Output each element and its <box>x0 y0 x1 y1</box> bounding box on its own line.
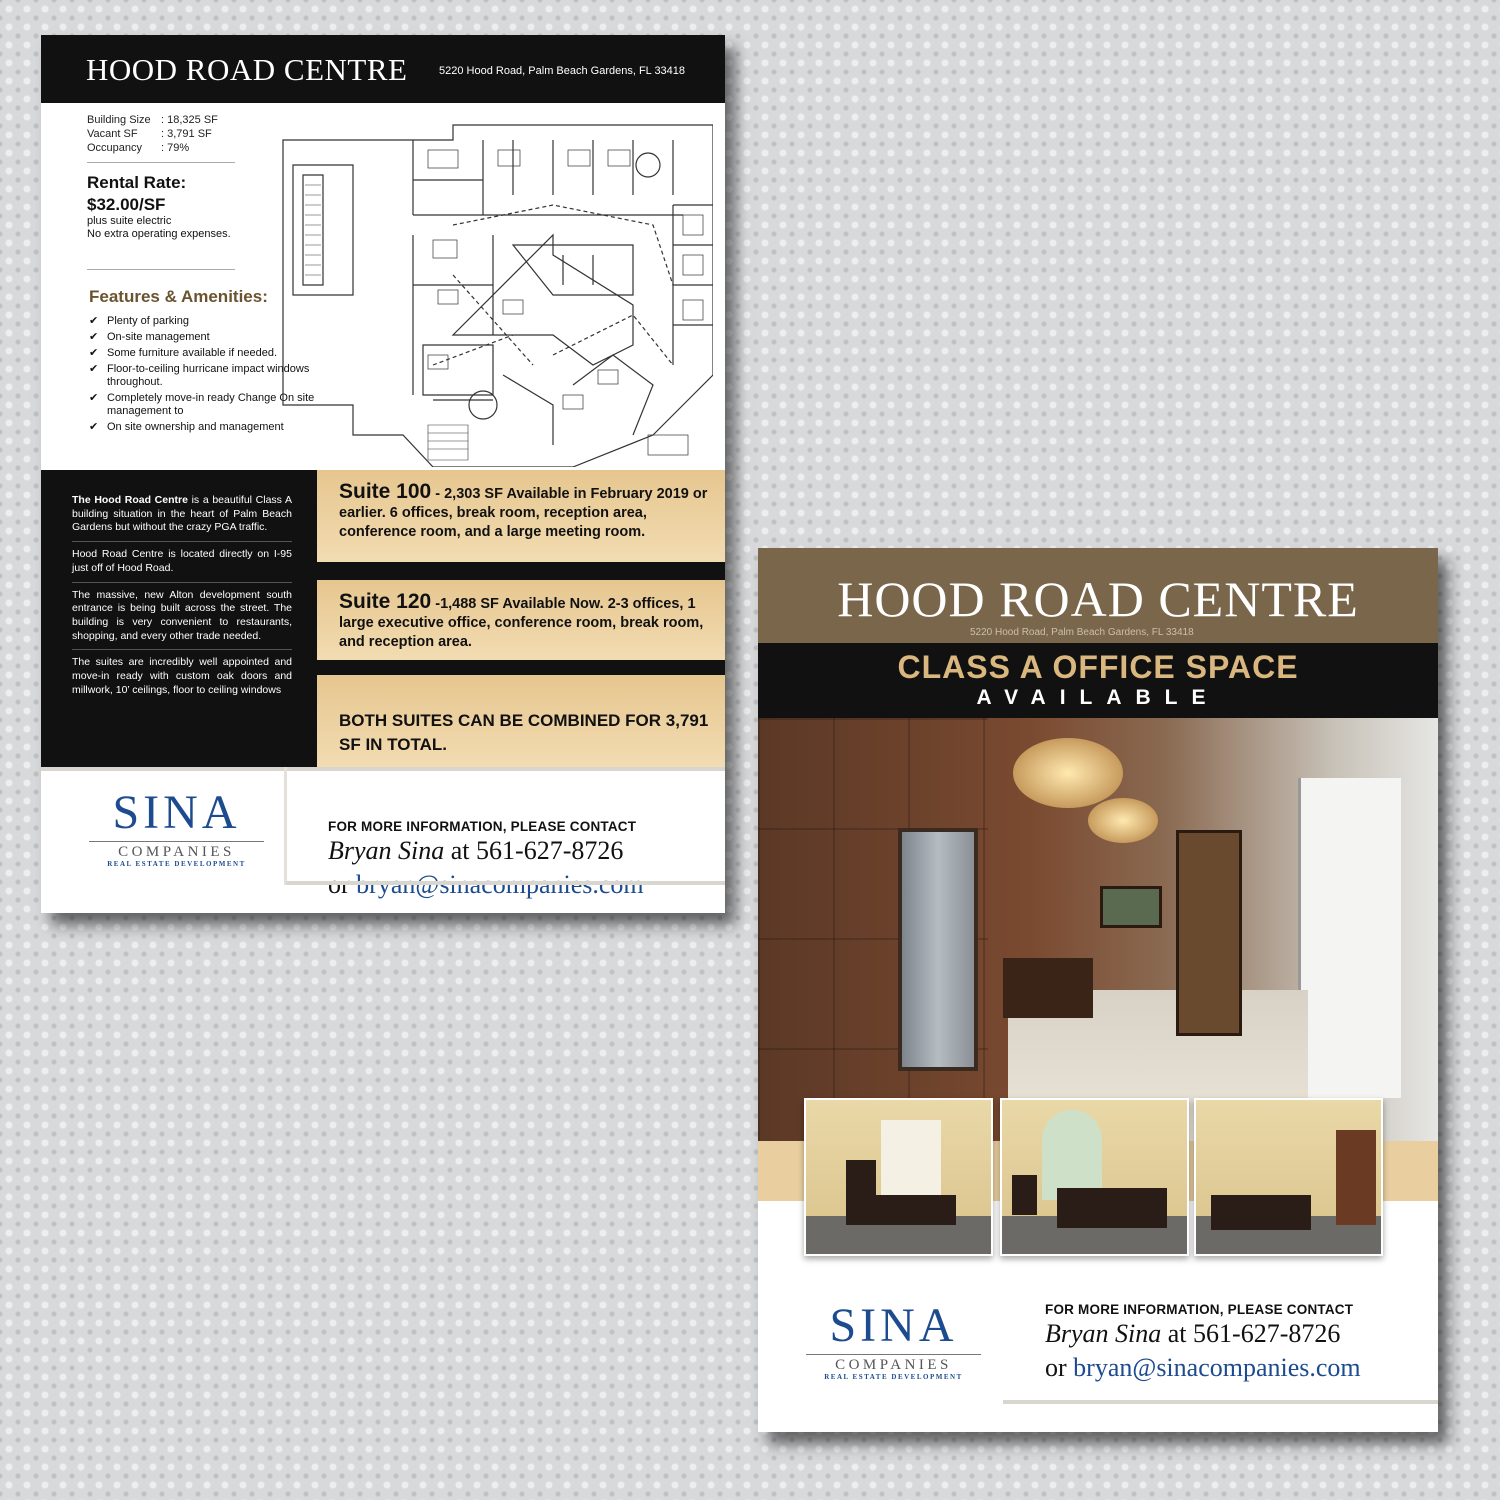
suite-100-panel <box>317 470 725 562</box>
stat-label: Occupancy <box>87 142 143 154</box>
description-text: is a beautiful Class A building situation in the heart of Palm Beach Gardens but without the crazy PGA traffic. <box>72 494 292 534</box>
flyer2-header <box>758 548 1438 643</box>
sina-logo <box>806 1299 981 1381</box>
stat-label: Building Size <box>87 114 151 126</box>
suite-120-details: -1,488 SF Available Now. 2-3 offices, 1 large executive office, conference room, break room, and reception area. <box>339 596 704 650</box>
contact-name: Bryan Sina <box>1045 1319 1162 1348</box>
contact-block <box>328 819 644 902</box>
description <box>72 494 292 709</box>
contact-phone-line <box>1045 1317 1361 1351</box>
window <box>1298 778 1401 1098</box>
stat-value: : 3,791 SF <box>161 128 212 140</box>
divider <box>87 269 235 270</box>
divider <box>286 881 725 885</box>
feature-text: On-site management <box>107 331 210 343</box>
office-desk <box>1211 1195 1311 1230</box>
suite-120-panel <box>317 580 725 660</box>
office-photo <box>1000 1098 1189 1256</box>
flyer1-title: HOOD ROAD CENTRE <box>86 52 408 87</box>
office-desk <box>1057 1188 1167 1228</box>
contact-phone: at 561-627-8726 <box>1161 1319 1341 1348</box>
description-text: The suites are incredibly well appointed and move-in ready with custom oak doors and millwork, 10’ ceilings, floor to ceiling windows <box>72 656 292 696</box>
stat-value: : 18,325 SF <box>161 114 218 126</box>
office-window <box>881 1120 941 1200</box>
contact-email-line <box>328 868 644 902</box>
stat-row <box>87 127 218 141</box>
check-icon: ✔ <box>89 363 99 375</box>
rental-rate <box>87 173 231 241</box>
feature-text: Some furniture available if needed. <box>107 347 277 359</box>
office-window <box>1042 1110 1102 1200</box>
description-paragraph <box>72 548 292 582</box>
description-bold: The Hood Road Centre <box>72 494 188 506</box>
contact-name: Bryan Sina <box>328 836 445 865</box>
feature-text: Completely move-in ready Change On site management to <box>107 392 315 417</box>
stat-row <box>87 113 218 127</box>
subheadline: AVAILABLE <box>976 686 1220 709</box>
description-text: Hood Road Centre is located directly on I-95 just off of Hood Road. <box>72 548 292 574</box>
chandelier <box>1088 798 1158 843</box>
contact-heading: FOR MORE INFORMATION, PLEASE CONTACT <box>1045 1302 1354 1317</box>
office-desk <box>866 1195 956 1225</box>
combined-panel <box>317 675 725 767</box>
logo-name: SINA <box>829 1299 958 1352</box>
console-table <box>1003 958 1093 1018</box>
office-door <box>1336 1130 1376 1225</box>
contact-phone: at 561-627-8726 <box>444 836 624 865</box>
flyer2-footer <box>758 1252 1438 1432</box>
description-paragraph <box>72 494 292 542</box>
contact-or: or <box>1045 1353 1074 1382</box>
headline-band <box>758 643 1438 718</box>
logo-companies: COMPANIES <box>806 1354 981 1373</box>
divider <box>87 162 235 163</box>
stat-value: : 79% <box>161 142 190 154</box>
features-title: Features & Amenities: <box>89 287 268 306</box>
description-text: The massive, new Alton development south entrance is being built across the street. The building is very convenient to restaurants, shopping, and every other trade needed. <box>72 588 292 642</box>
check-icon: ✔ <box>89 392 99 404</box>
elevator-door <box>898 828 978 1071</box>
description-paragraph <box>72 589 292 651</box>
flyer-floorplan <box>41 35 725 913</box>
suite-door <box>1176 830 1242 1036</box>
combined-text: BOTH SUITES CAN BE COMBINED FOR 3,791 SF IN TOTAL. <box>339 711 709 754</box>
lobby-photo <box>758 718 1438 1141</box>
office-photo <box>804 1098 993 1256</box>
contact-phone-line <box>328 834 644 868</box>
divider <box>284 767 287 885</box>
office-cabinet <box>1012 1175 1037 1215</box>
logo-tagline: REAL ESTATE DEVELOPMENT <box>824 1373 963 1381</box>
contact-heading: FOR MORE INFORMATION, PLEASE CONTACT <box>328 819 637 834</box>
rental-note: plus suite electric <box>87 215 172 227</box>
check-icon: ✔ <box>89 315 99 327</box>
flyer1-address: 5220 Hood Road, Palm Beach Gardens, FL 33418 <box>439 65 686 77</box>
flyer1-footer <box>41 767 725 913</box>
contact-block <box>1045 1302 1361 1385</box>
contact-email-line <box>1045 1351 1361 1385</box>
description-paragraph <box>72 656 292 703</box>
chandelier <box>1013 738 1123 808</box>
flyer2-title: HOOD ROAD CENTRE <box>837 571 1359 627</box>
divider <box>41 767 725 771</box>
feature-text: Plenty of parking <box>107 315 189 327</box>
flyer-photo <box>758 548 1438 1432</box>
flyer2-address: 5220 Hood Road, Palm Beach Gardens, FL 33418 <box>970 627 1194 638</box>
floor-plan-drawing <box>253 105 713 467</box>
details-band <box>41 470 725 767</box>
divider <box>1003 1400 1438 1404</box>
rental-rate-label: Rental Rate: <box>87 173 187 192</box>
feature-text: Floor-to-ceiling hurricane impact windows throughout. <box>107 363 310 388</box>
logo-name: SINA <box>112 786 241 839</box>
suite-100-details: - 2,303 SF Available in February 2019 or earlier. 6 offices, break room, reception area, conference room, and a large meeting room. <box>339 486 708 540</box>
feature-text: On site ownership and management <box>107 421 284 433</box>
sina-logo <box>89 786 264 868</box>
suite-120-name: Suite 120 <box>339 590 432 613</box>
check-icon: ✔ <box>89 421 99 433</box>
painting <box>1100 886 1162 928</box>
stat-label: Vacant SF <box>87 128 138 140</box>
rental-note: No extra operating expenses. <box>87 228 231 240</box>
suite-120-text <box>339 592 709 652</box>
rental-rate-value: $32.00/SF <box>87 195 166 214</box>
check-icon: ✔ <box>89 347 99 359</box>
suite-100-text <box>339 482 709 542</box>
logo-tagline: REAL ESTATE DEVELOPMENT <box>107 860 246 868</box>
headline: CLASS A OFFICE SPACE <box>897 649 1299 685</box>
contact-email[interactable]: bryan@sinacompanies.com <box>1073 1353 1361 1382</box>
stat-row <box>87 141 218 155</box>
flyer1-header <box>41 35 725 103</box>
suite-100-name: Suite 100 <box>339 480 432 503</box>
building-stats <box>87 113 218 155</box>
check-icon: ✔ <box>89 331 99 343</box>
logo-companies: COMPANIES <box>89 841 264 860</box>
office-photo <box>1194 1098 1383 1256</box>
